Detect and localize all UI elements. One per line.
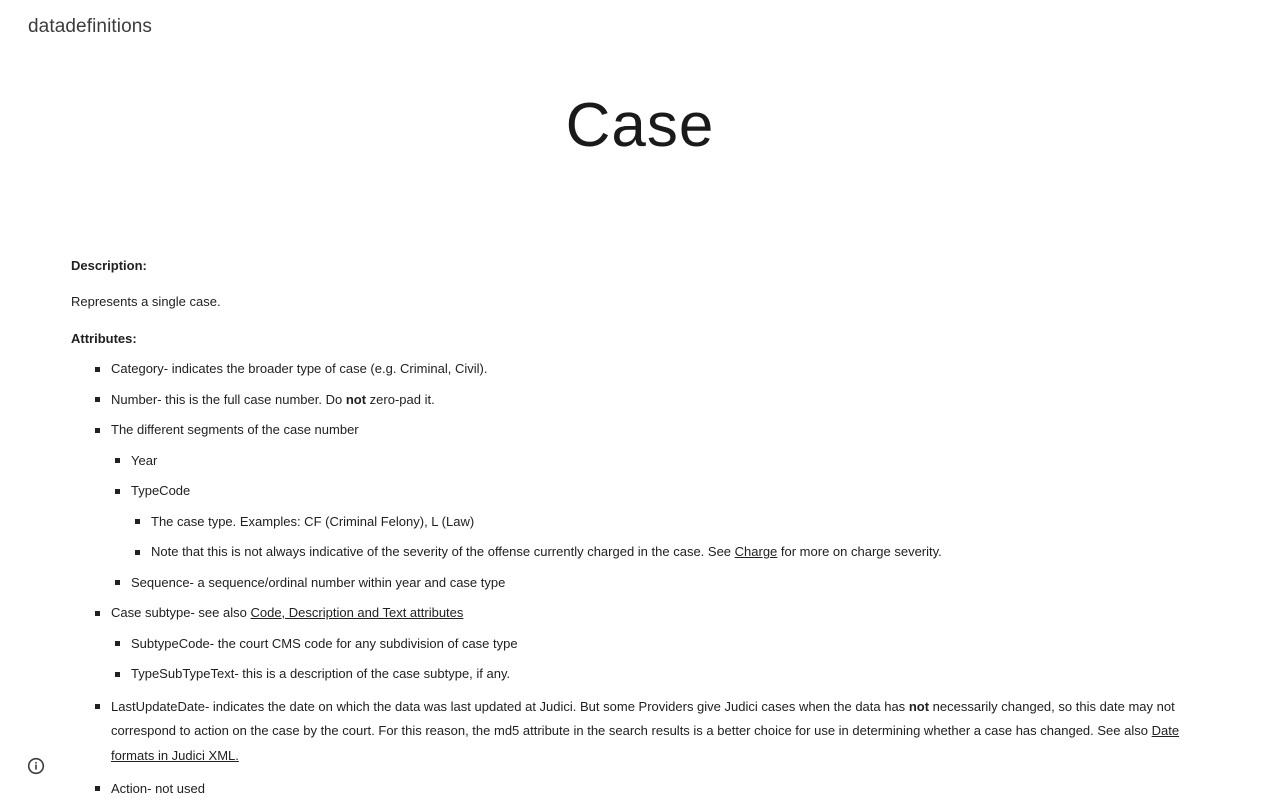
list-item [71,420,1181,593]
list-item [111,634,1181,654]
attr-number: Number- this is the full case number. Do not zero-pad it. [111,391,435,407]
bullet [115,672,120,677]
bullet [115,580,120,585]
list-item [71,695,1181,769]
main-content [71,256,1181,809]
list-item [71,779,1181,799]
attr-category: Category- indicates the broader type of case (e.g. Criminal, Civil). [111,361,488,376]
charge-link[interactable]: Charge [734,544,778,559]
list-item [71,359,1181,379]
bullet [95,611,100,616]
site-name[interactable]: datadefinitions [28,16,153,37]
list-item [71,390,1181,410]
date-formats-link[interactable]: Date formats in Judici XML. [111,723,1180,763]
attributes-heading: Attributes: [71,331,137,346]
attr-lastupdate: LastUpdateDate- indicates the date on which the data was last updated at Judici. But some Providers give Judici cases when the data has not necessarily changed, so this date may not correspond to action on the case by the court. For this reason, the md5 attribute in the search results is a better choice for use in determining whether a case has changed. See also Date formats in Judici XML. [111,698,1180,763]
segments-list [111,451,1181,593]
list-item [111,573,1181,593]
attr-subtype: Case subtype- see also Code, Description and Text attributes [111,605,464,620]
bullet [135,519,140,524]
attr-year: Year [131,452,158,468]
attr-sequence: Sequence- a sequence/ordinal number within year and case type [131,574,506,590]
description-heading: Description: [71,258,147,273]
attr-typecode: TypeCode [131,483,191,498]
attr-subtypecode: SubtypeCode- the court CMS code for any subdivision of case type [131,635,518,651]
bullet [135,550,140,555]
attr-segments: The different segments of the case number [111,422,359,437]
attributes-list [71,359,1181,799]
bullet [95,704,100,709]
list-item [131,512,1181,532]
list-item [111,664,1181,684]
description-text: Represents a single case. [71,294,221,309]
attr-casetype: The case type. Examples: CF (Criminal Felony), L (Law) [151,513,475,529]
page-title: Case [565,91,715,160]
attr-action: Action- not used [111,780,205,796]
bullet [95,367,100,372]
list-item [71,603,1181,684]
attr-typesubtypetext: TypeSubTypeText- this is a description of the case subtype, if any. [131,666,511,681]
attr-note: Note that this is not always indicative of the severity of the offense currently charged in the case. See Charge for more on charge severity. [151,544,942,559]
list-item [111,481,1181,562]
bullet [95,786,100,791]
bullet [115,641,120,646]
subtype-list [111,634,1181,685]
bullet [95,428,100,433]
typecode-list [131,512,1181,563]
bullet [115,458,120,463]
info-icon[interactable] [27,757,45,775]
code-description-text-link[interactable]: Code, Description and Text attributes [250,605,464,620]
bullet [95,397,100,402]
list-item [131,542,1181,562]
list-item [111,451,1181,471]
bullet [115,489,120,494]
